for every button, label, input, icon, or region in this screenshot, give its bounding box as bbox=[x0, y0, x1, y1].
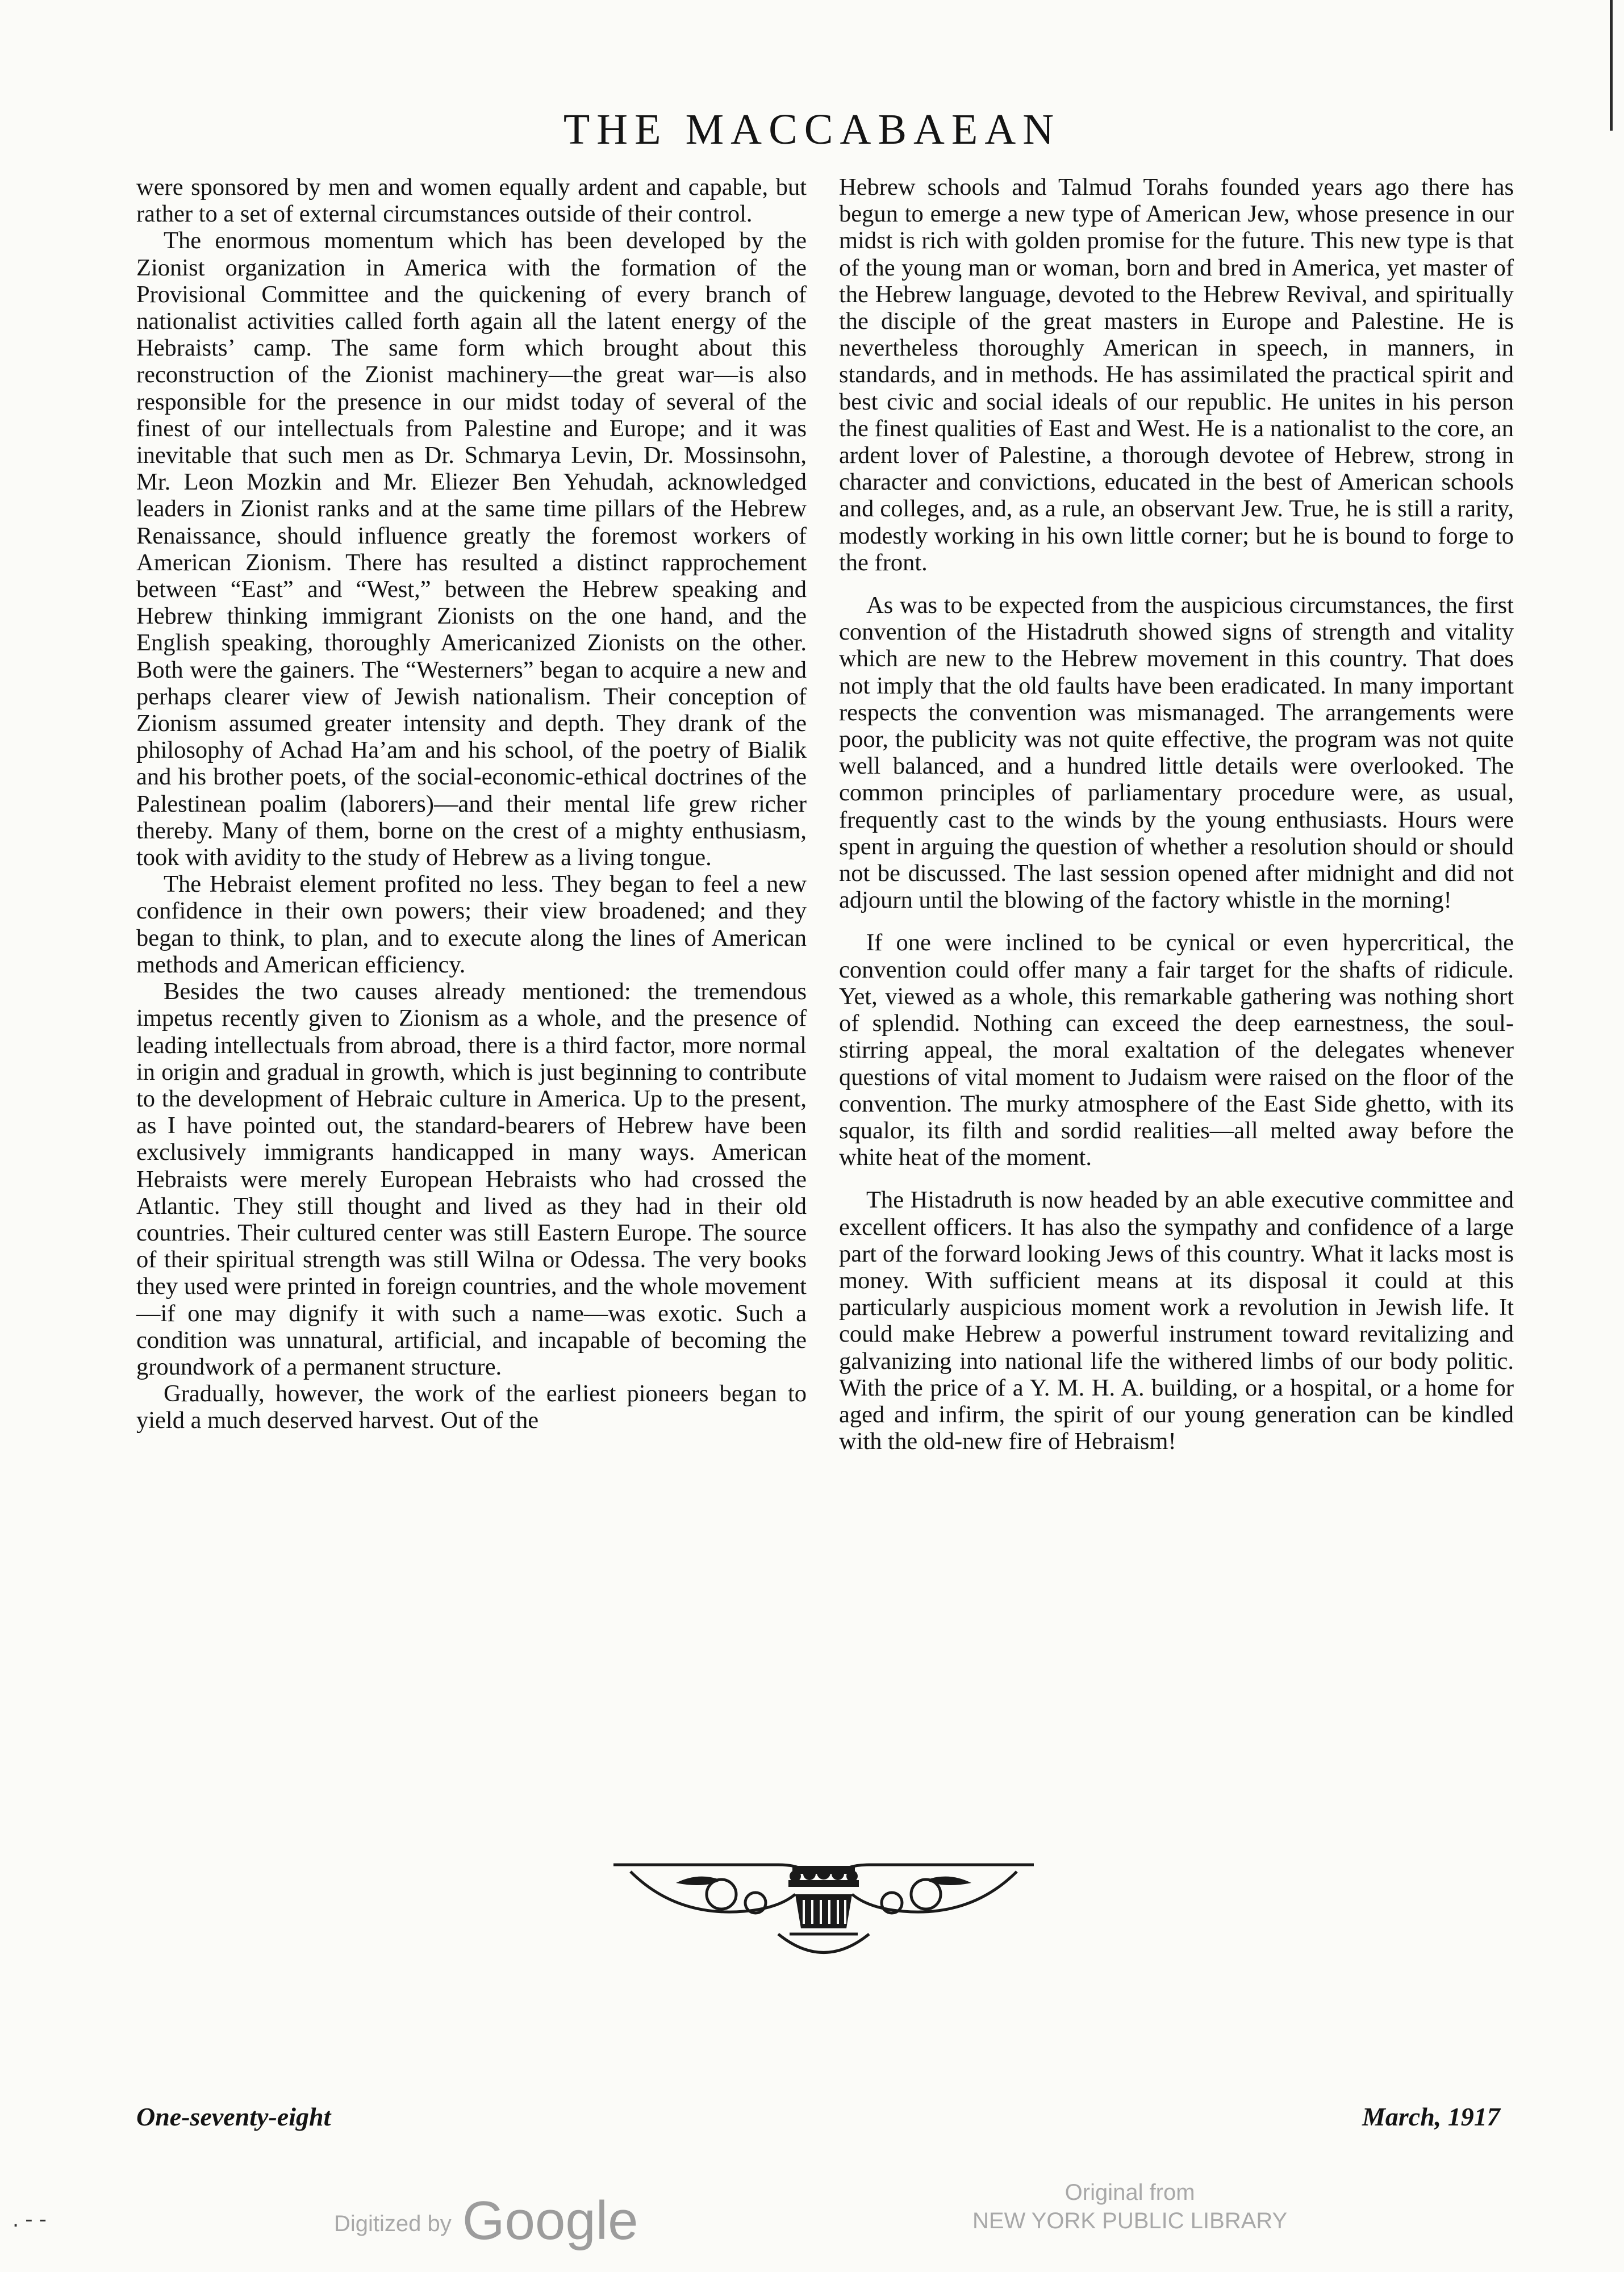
paragraph: If one were inclined to be cynical or even hypercritical, the convention could offer many a fair target for the shafts of ridicule. Yet, viewed as a whole, this remarkable gathering was nothing short of splendid. Nothing can exceed the deep earnestness, the soul-stirring appeal, the moral exaltation of the delegates whenever questions of vital moment to Judaism were raised on the floor of the convention. The murky atmosphere of the East Side ghetto, with its squalor, its filth and sordid realities—all melted away before the white heat of the moment. bbox=[839, 929, 1514, 1171]
masthead: THE MACCABAEAN bbox=[563, 106, 1061, 153]
google-brand-logo: Google bbox=[462, 2190, 638, 2251]
paragraph: Besides the two causes already mentioned: the tremendous impetus recently given to Zionism as a whole, and the presence of leading intellectuals from abroad, there is a third factor, more normal in origin and gradual in growth, which is just beginning to contribute to the development of Hebraic culture in America. Up to the present, as I have pointed out, the standard-bearers of Hebrew have been exclusively immigrants handicapped in many ways. American Hebraists were merely European Hebraists who had crossed the Atlantic. They still thought and lived as they had in their old countries. Their cultured center was still Eastern Europe. The source of their spiritual strength was still Wilna or Odessa. The very books they used were printed in foreign countries, and the whole movement—if one may dignify it with such a name—was exotic. Such a condition was unnatural, artificial, and incapable of becoming the groundwork of a permanent structure. bbox=[136, 978, 807, 1380]
left-column bbox=[136, 174, 807, 1434]
paragraph: Hebrew schools and Talmud Torahs founded years ago there has begun to emerge a new type of American Jew, whose presence in our midst is rich with golden promise for the future. This new type is that of the young man or woman, born and bred in America, yet master of the Hebrew language, devoted to the Hebrew Revival, and spiritually the disciple of the great masters in Europe and Palestine. He is nevertheless thoroughly American in speech, in manners, in standards, and in methods. He has assimilated the practical spirit and best civic and social ideals of our republic. He unites in his person the finest qualities of East and West. He is a nationalist to the core, an ardent lover of Palestine, a thorough devotee of Hebrew, strong in character and convictions, educated in the best of American schools and colleges, and, as a rule, an observant Jew. True, he is still a rarity, modestly working in his own little corner; but he is bound to forge to the front. bbox=[839, 174, 1514, 576]
right-column bbox=[839, 174, 1514, 1455]
original-source-watermark bbox=[972, 2178, 1287, 2235]
digitized-by-watermark bbox=[334, 2190, 638, 2252]
paragraph: were sponsored by men and women equally ardent and capable, but rather to a set of external circumstances outside of their control. bbox=[136, 174, 807, 228]
paragraph: As was to be expected from the auspicious circumstances, the first convention of the Histadruth showed signs of strength and vitality which are new to the Hebrew movement in this country. That does not imply that the old faults have been eradicated. In many important respects the convention was mismanaged. The arrangements were poor, the publicity was not quite effective, the program was not quite well balanced, and a hundred little details were overlooked. The common principles of parliamentary procedure were, as usual, frequently cast to the winds by the young enthusiasts. Hours were spent in arguing the question of whether a resolution should or should not be discussed. The last session opened after midnight and did not adjourn until the blowing of the factory whistle in the morning! bbox=[839, 592, 1514, 914]
issue-date: March, 1917 bbox=[1362, 2102, 1500, 2131]
original-from-label: Original from bbox=[1064, 2180, 1195, 2205]
scan-smudge: . - - bbox=[12, 2207, 47, 2232]
page-number-label: One-seventy-eight bbox=[136, 2102, 331, 2131]
paragraph: The Hebraist element profited no less. They began to feel a new confidence in their own powers; their view broadened; and they began to think, to plan, and to execute along the lines of American methods and American efficiency. bbox=[136, 871, 807, 978]
digitized-by-label: Digitized by bbox=[334, 2211, 452, 2236]
decorative-urn-scroll-ornament-icon bbox=[608, 1849, 1039, 1979]
paragraph: The enormous momentum which has been developed by the Zionist organization in America with the formation of the Provisional Committee and the quickening of every branch of nationalist activities called forth again all the latent energy of the Hebraists’ camp. The same form which brought about this reconstruction of the Zionist machinery—the great war—is also responsible for the presence in our midst today of several of the finest of our intellectuals from Palestine and Europe; and it was inevitable that such men as Dr. Schmarya Levin, Dr. Mossinsohn, Mr. Leon Mozkin and Mr. Eliezer Ben Yehudah, acknowledged leaders in Zionist ranks and at the same time pillars of the Hebrew Renaissance, should influence greatly the foremost workers of American Zionism. There has resulted a distinct rapprochement between “East” and “West,” between the Hebrew speaking and Hebrew thinking immigrant Zionists on the one hand, and the English speaking, thoroughly Americanized Zionists on the other. Both were the gainers. The “Westerners” began to acquire a new and perhaps clearer view of Jewish nationalism. Their conception of Zionism assumed greater intensity and depth. They drank of the philosophy of Achad Ha’am and his school, of the poetry of Bialik and his brother poets, of the social-economic-ethical doctrines of the Palestinean poalim (laborers)—and their mental life grew richer thereby. Many of them, borne on the crest of a mighty enthusiasm, took with avidity to the study of Hebrew as a living tongue. bbox=[136, 227, 807, 871]
library-name: NEW YORK PUBLIC LIBRARY bbox=[972, 2208, 1288, 2233]
paragraph: The Histadruth is now headed by an able executive committee and excellent officers. It has also the sympathy and confidence of a large part of the forward looking Jews of this country. What it lacks most is money. With sufficient means at its disposal it could at this particularly auspicious moment work a revolution in Jewish life. It could make Hebrew a powerful instrument toward revitalizing and galvanizing into national life the withered limbs of our body politic. With the price of a Y. M. H. A. building, or a hospital, or a home for aged and infirm, the spirit of our young generation can be kindled with the old-new fire of Hebraism! bbox=[839, 1187, 1514, 1455]
paragraph: Gradually, however, the work of the earliest pioneers began to yield a much deserved harvest. Out of the bbox=[136, 1380, 807, 1434]
